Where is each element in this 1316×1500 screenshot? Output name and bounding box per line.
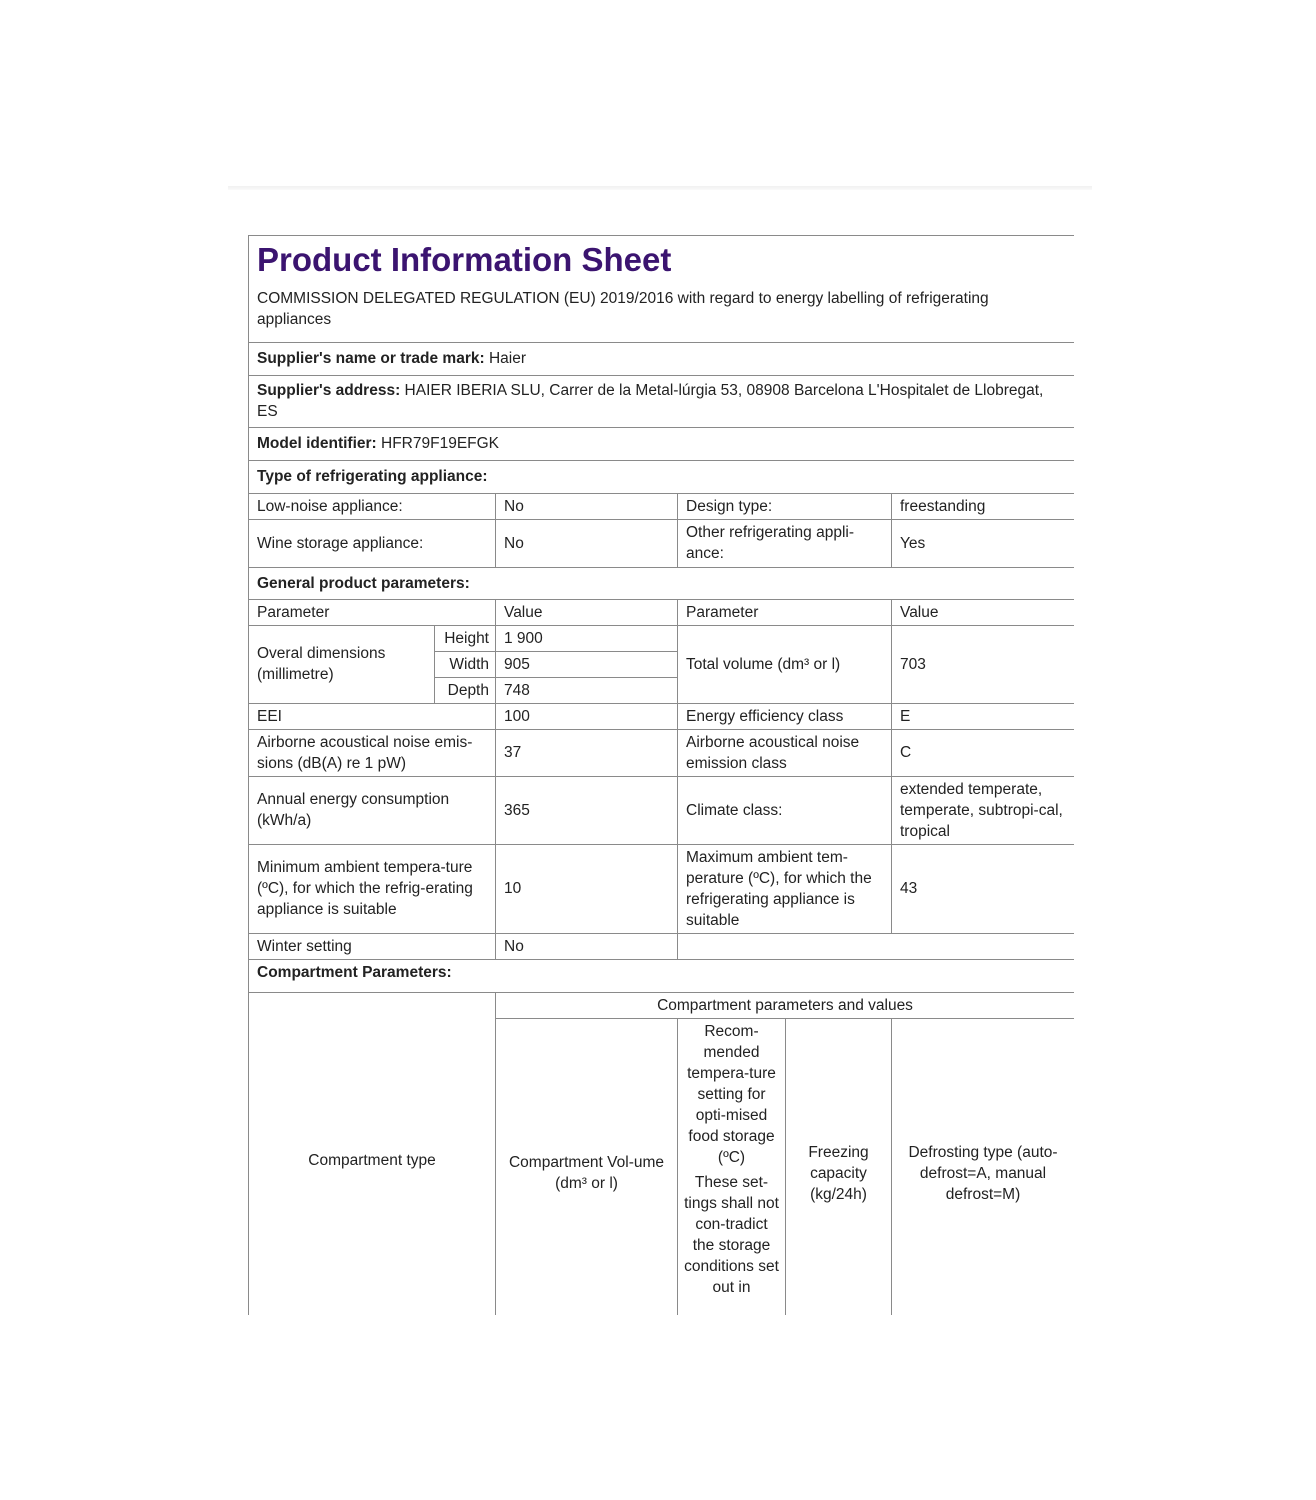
compartment-heading-row (249, 959, 1075, 992)
annual-energy-label: Annual energy consumption (kWh/a) (249, 776, 496, 844)
supplier-address-row (249, 375, 1075, 427)
wine-value: No (496, 519, 678, 567)
value-header: Value (496, 599, 678, 625)
winter-label: Winter setting (249, 933, 496, 959)
general-heading-row (249, 567, 1075, 599)
type-heading: Type of refrigerating appliance: (249, 460, 1075, 493)
general-heading: General product parameters: (249, 567, 1075, 599)
compartment-group-row (249, 992, 1075, 1018)
depth-label: Depth (435, 677, 496, 703)
winter-empty-cell (678, 933, 1075, 959)
supplier-address-label: Supplier's address: (257, 382, 401, 399)
ambient-temp-row (249, 844, 1075, 933)
model-value: HFR79F19EFGK (381, 435, 500, 452)
noise-class-label: Airborne acoustical noise emission class (678, 729, 892, 776)
annual-energy-row (249, 776, 1075, 844)
climate-value: extended temperate, temperate, subtropi-cal, tropical (892, 776, 1075, 844)
defrosting-type-header: Defrosting type (auto-defrost=A, manual defrost=M) (892, 1018, 1075, 1315)
other-appliance-value: Yes (892, 519, 1075, 567)
noise-emissions-value: 37 (496, 729, 678, 776)
supplier-name-label: Supplier's name or trade mark: (257, 350, 485, 367)
freezing-capacity-header: Freezing capacity (kg/24h) (786, 1018, 892, 1315)
eei-row (249, 703, 1075, 729)
type-heading-row (249, 460, 1075, 493)
annual-energy-value: 365 (496, 776, 678, 844)
design-type-label: Design type: (678, 493, 892, 519)
dimensions-label: Overal dimensions (millimetre) (249, 625, 435, 703)
max-temp-label: Maximum ambient tem-perature (ºC), for which the refrigerating appliance is suitable (678, 844, 892, 933)
winter-value: No (496, 933, 678, 959)
energy-class-value: E (892, 703, 1075, 729)
total-volume-value: 703 (892, 625, 1075, 703)
wine-label: Wine storage appliance: (249, 519, 496, 567)
compartment-volume-header: Compartment Vol-ume (dm³ or l) (496, 1018, 678, 1315)
product-information-sheet (248, 235, 1074, 1315)
noise-emissions-label: Airborne acoustical noise emis-sions (dB(A) re 1 pW) (249, 729, 496, 776)
sheet-title: Product Information Sheet (249, 236, 1075, 281)
supplier-address-value: HAIER IBERIA SLU, Carrer de la Metal-lúrgia 53, 08908 Barcelona L'Hospitalet de Llobregat, ES (257, 382, 1044, 420)
max-temp-value: 43 (892, 844, 1075, 933)
design-type-value: freestanding (892, 493, 1075, 519)
compartment-group-header: Compartment parameters and values (496, 992, 1075, 1018)
recommended-temp-header: Recom-mended tempera-ture setting for opti-mised food storage (ºC) (687, 1022, 776, 1166)
height-row (249, 625, 1075, 651)
total-volume-label: Total volume (dm³ or l) (678, 625, 892, 703)
low-noise-label: Low-noise appliance: (249, 493, 496, 519)
supplier-name-row (249, 342, 1075, 375)
product-sheet-table (248, 235, 1074, 1315)
energy-class-label: Energy efficiency class (678, 703, 892, 729)
noise-row (249, 729, 1075, 776)
parameter-header-row (249, 599, 1075, 625)
page-top-edge (228, 186, 1092, 190)
compartment-type-header: Compartment type (249, 992, 496, 1315)
min-temp-value: 10 (496, 844, 678, 933)
model-label: Model identifier: (257, 435, 377, 452)
parameter-header-2: Parameter (678, 599, 892, 625)
supplier-name-value: Haier (488, 350, 527, 367)
width-value: 905 (496, 651, 678, 677)
value-header-2: Value (892, 599, 1075, 625)
climate-label: Climate class: (678, 776, 892, 844)
low-noise-value: No (496, 493, 678, 519)
regulation-row (249, 280, 1075, 342)
regulation-text: COMMISSION DELEGATED REGULATION (EU) 2019/2016 with regard to energy labelling of refrigerating appliances (249, 280, 1075, 342)
wine-row (249, 519, 1075, 567)
model-row (249, 427, 1075, 460)
other-appliance-label: Other refrigerating appli-ance: (678, 519, 892, 567)
compartment-heading: Compartment Parameters: (249, 959, 1075, 992)
parameter-header: Parameter (249, 599, 496, 625)
height-label: Height (435, 625, 496, 651)
recommended-temp-note: These set-tings shall not con-tradict the storage conditions set out in (684, 1173, 779, 1296)
title-row (249, 236, 1075, 281)
width-label: Width (435, 651, 496, 677)
winter-row (249, 933, 1075, 959)
low-noise-row (249, 493, 1075, 519)
depth-value: 748 (496, 677, 678, 703)
min-temp-label: Minimum ambient tempera-ture (ºC), for which the refrig-erating appliance is suitable (249, 844, 496, 933)
noise-class-value: C (892, 729, 1075, 776)
eei-label: EEI (249, 703, 496, 729)
eei-value: 100 (496, 703, 678, 729)
height-value: 1 900 (496, 625, 678, 651)
